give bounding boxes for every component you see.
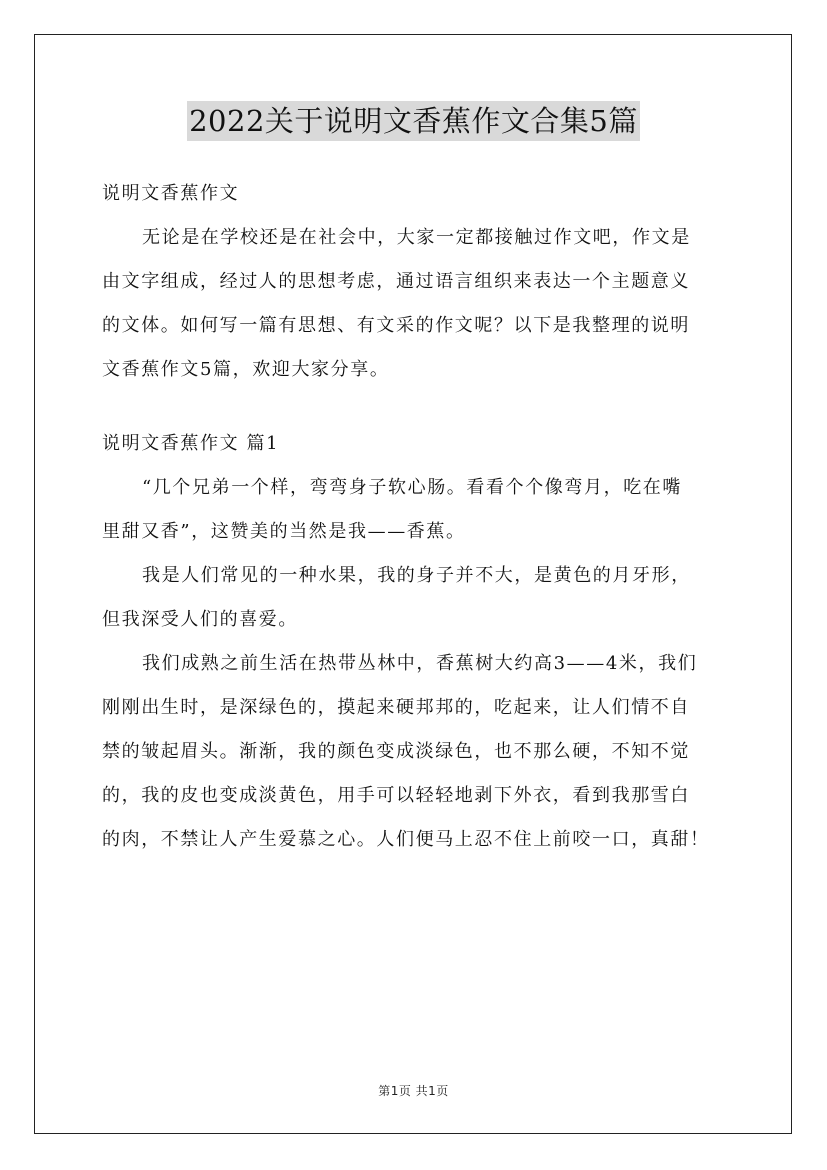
- paragraph-line: 无论是在学校还是在社会中，大家一定都接触过作文吧，作文是: [142, 227, 691, 248]
- paragraph-3: [102, 642, 732, 862]
- paragraph-line: 文香蕉作文5篇，欢迎大家分享。: [102, 359, 390, 380]
- paragraph-line: 的文体。如何写一篇有思想、有文采的作文呢？以下是我整理的说明: [102, 315, 690, 336]
- intro-paragraph: [102, 216, 732, 392]
- document-body: [102, 172, 732, 862]
- document-title: 2022关于说明文香蕉作文合集5篇: [187, 101, 640, 141]
- paragraph-line: 但我深受人们的喜爱。: [102, 609, 298, 630]
- page-footer: 第1页 共1页: [378, 1084, 449, 1098]
- paragraph-2: [102, 554, 732, 642]
- paragraph-1: [102, 466, 732, 554]
- paragraph-line: 我们成熟之前生活在热带丛林中，香蕉树大约高3——4米，我们: [142, 653, 698, 674]
- paragraph-line: 的，我的皮也变成淡黄色，用手可以轻轻地剥下外衣，看到我那雪白: [102, 785, 690, 806]
- paragraph-line: 刚刚出生时，是深绿色的，摸起来硬邦邦的，吃起来，让人们情不自: [102, 697, 690, 718]
- paragraph-line: 由文字组成，经过人的思想考虑，通过语言组织来表达一个主题意义: [102, 271, 690, 292]
- spacer: [102, 392, 732, 422]
- paragraph-line: 的肉，不禁让人产生爱慕之心。人们便马上忍不住上前咬一口，真甜！: [102, 829, 710, 850]
- paragraph-line: 我是人们常见的一种水果，我的身子并不大，是黄色的月牙形，: [142, 565, 691, 586]
- section-heading: 说明文香蕉作文: [102, 183, 240, 204]
- title-container: [0, 101, 827, 141]
- paragraph-line: 禁的皱起眉头。渐渐，我的颜色变成淡绿色，也不那么硬，不知不觉: [102, 741, 690, 762]
- paragraph-line: “几个兄弟一个样，弯弯身子软心肠。看看个个像弯月，吃在嘴: [142, 477, 682, 498]
- paragraph-line: 里甜又香”，这赞美的当然是我——香蕉。: [102, 521, 466, 542]
- section-heading: 说明文香蕉作文 篇1: [102, 433, 280, 454]
